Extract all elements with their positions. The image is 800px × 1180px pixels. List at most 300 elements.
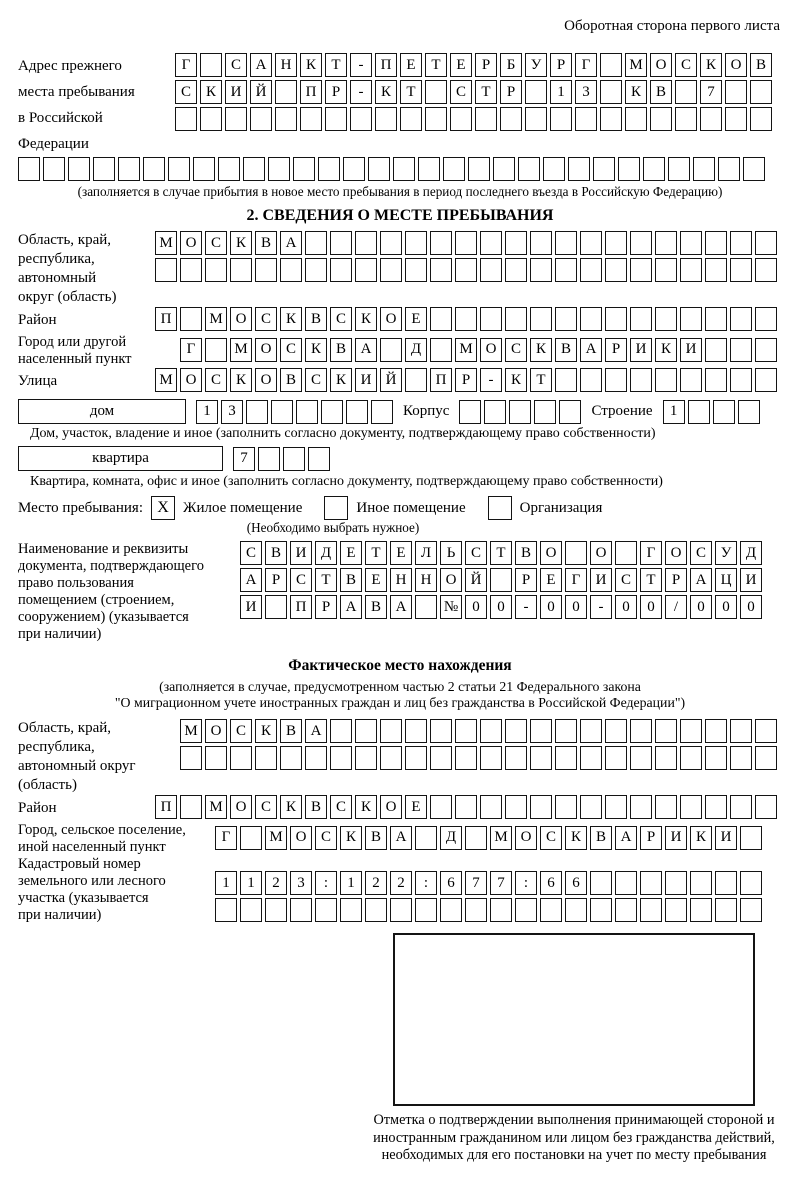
char-box[interactable] <box>680 795 702 819</box>
char-box[interactable] <box>350 107 372 131</box>
char-box[interactable] <box>530 719 552 743</box>
char-box[interactable]: О <box>255 338 277 362</box>
char-box[interactable] <box>325 107 347 131</box>
char-box[interactable] <box>665 898 687 922</box>
char-box[interactable] <box>530 258 552 282</box>
char-box[interactable] <box>615 871 637 895</box>
char-box[interactable] <box>730 746 752 770</box>
char-box[interactable]: 1 <box>215 871 237 895</box>
char-box[interactable] <box>365 898 387 922</box>
char-box[interactable] <box>555 719 577 743</box>
char-box[interactable] <box>465 898 487 922</box>
char-box[interactable]: М <box>155 231 177 255</box>
char-box[interactable] <box>705 368 727 392</box>
char-box[interactable]: Е <box>400 53 422 77</box>
char-box[interactable] <box>605 746 627 770</box>
char-box[interactable] <box>205 338 227 362</box>
char-box[interactable] <box>705 795 727 819</box>
char-box[interactable]: К <box>375 80 397 104</box>
char-box[interactable] <box>455 746 477 770</box>
char-box[interactable] <box>425 107 447 131</box>
char-box[interactable] <box>218 157 240 181</box>
char-box[interactable]: 3 <box>290 871 312 895</box>
char-box[interactable] <box>730 231 752 255</box>
char-box[interactable] <box>650 107 672 131</box>
char-box[interactable] <box>480 258 502 282</box>
char-box[interactable]: 0 <box>565 595 587 619</box>
char-box[interactable]: К <box>200 80 222 104</box>
char-box[interactable] <box>600 107 622 131</box>
char-box[interactable] <box>530 795 552 819</box>
char-box[interactable] <box>346 400 368 424</box>
char-box[interactable] <box>540 898 562 922</box>
char-box[interactable] <box>390 898 412 922</box>
char-box[interactable] <box>430 258 452 282</box>
char-box[interactable]: Е <box>340 541 362 565</box>
char-box[interactable] <box>118 157 140 181</box>
char-box[interactable]: С <box>255 795 277 819</box>
char-box[interactable]: С <box>240 541 262 565</box>
char-box[interactable] <box>755 338 777 362</box>
char-box[interactable] <box>280 258 302 282</box>
char-box[interactable] <box>455 719 477 743</box>
char-box[interactable] <box>615 541 637 565</box>
char-box[interactable]: : <box>515 871 537 895</box>
char-box[interactable]: П <box>375 53 397 77</box>
char-box[interactable] <box>705 258 727 282</box>
char-box[interactable]: А <box>690 568 712 592</box>
char-box[interactable] <box>371 400 393 424</box>
char-box[interactable]: Р <box>325 80 347 104</box>
char-box[interactable]: Г <box>575 53 597 77</box>
char-box[interactable] <box>580 368 602 392</box>
char-box[interactable] <box>518 157 540 181</box>
char-box[interactable] <box>405 258 427 282</box>
char-box[interactable] <box>655 231 677 255</box>
char-box[interactable] <box>180 307 202 331</box>
char-box[interactable] <box>300 107 322 131</box>
char-box[interactable] <box>680 258 702 282</box>
char-box[interactable]: Т <box>490 541 512 565</box>
char-box[interactable] <box>475 107 497 131</box>
char-box[interactable] <box>290 898 312 922</box>
char-box[interactable] <box>600 53 622 77</box>
char-box[interactable] <box>668 157 690 181</box>
char-box[interactable] <box>655 795 677 819</box>
char-box[interactable] <box>258 447 280 471</box>
char-box[interactable]: Ц <box>715 568 737 592</box>
char-box[interactable] <box>605 795 627 819</box>
char-box[interactable] <box>675 80 697 104</box>
char-box[interactable] <box>543 157 565 181</box>
char-box[interactable]: Л <box>415 541 437 565</box>
char-box[interactable] <box>330 719 352 743</box>
char-box[interactable] <box>455 258 477 282</box>
char-box[interactable]: В <box>750 53 772 77</box>
char-box[interactable] <box>275 107 297 131</box>
char-box[interactable] <box>355 258 377 282</box>
char-box[interactable] <box>525 80 547 104</box>
char-box[interactable] <box>355 719 377 743</box>
char-box[interactable] <box>296 400 318 424</box>
char-box[interactable]: 0 <box>615 595 637 619</box>
char-box[interactable]: Р <box>640 826 662 850</box>
char-box[interactable]: М <box>490 826 512 850</box>
char-box[interactable] <box>550 107 572 131</box>
char-box[interactable]: 7 <box>465 871 487 895</box>
char-box[interactable]: О <box>440 568 462 592</box>
char-box[interactable]: Е <box>405 307 427 331</box>
char-box[interactable]: К <box>505 368 527 392</box>
char-box[interactable] <box>580 746 602 770</box>
char-box[interactable]: Й <box>380 368 402 392</box>
char-box[interactable] <box>530 746 552 770</box>
char-box[interactable] <box>655 258 677 282</box>
char-box[interactable] <box>468 157 490 181</box>
char-box[interactable]: К <box>280 795 302 819</box>
char-box[interactable] <box>740 898 762 922</box>
char-box[interactable] <box>443 157 465 181</box>
char-box[interactable] <box>318 157 340 181</box>
checkbox-zhiloe-pomeshchenie[interactable]: X <box>151 496 175 520</box>
char-box[interactable] <box>459 400 481 424</box>
char-box[interactable] <box>680 307 702 331</box>
char-box[interactable]: С <box>315 826 337 850</box>
char-box[interactable]: 1 <box>196 400 218 424</box>
char-box[interactable] <box>505 307 527 331</box>
char-box[interactable] <box>605 231 627 255</box>
char-box[interactable] <box>330 231 352 255</box>
char-box[interactable] <box>509 400 531 424</box>
char-box[interactable]: И <box>715 826 737 850</box>
char-box[interactable]: 7 <box>490 871 512 895</box>
char-box[interactable]: М <box>205 795 227 819</box>
char-box[interactable]: Е <box>390 541 412 565</box>
char-box[interactable] <box>393 157 415 181</box>
char-box[interactable] <box>630 746 652 770</box>
char-box[interactable]: К <box>340 826 362 850</box>
char-box[interactable] <box>590 898 612 922</box>
char-box[interactable] <box>68 157 90 181</box>
char-box[interactable]: С <box>280 338 302 362</box>
char-box[interactable] <box>675 107 697 131</box>
char-box[interactable] <box>305 231 327 255</box>
char-box[interactable]: : <box>315 871 337 895</box>
char-box[interactable]: А <box>250 53 272 77</box>
char-box[interactable]: И <box>240 595 262 619</box>
char-box[interactable] <box>655 719 677 743</box>
char-box[interactable] <box>559 400 581 424</box>
char-box[interactable]: К <box>700 53 722 77</box>
char-box[interactable] <box>265 595 287 619</box>
char-box[interactable] <box>665 871 687 895</box>
char-box[interactable] <box>618 157 640 181</box>
char-box[interactable] <box>205 258 227 282</box>
char-box[interactable] <box>615 898 637 922</box>
char-box[interactable]: О <box>540 541 562 565</box>
char-box[interactable]: Т <box>325 53 347 77</box>
char-box[interactable] <box>340 898 362 922</box>
char-box[interactable] <box>343 157 365 181</box>
char-box[interactable]: Д <box>440 826 462 850</box>
char-box[interactable]: Б <box>500 53 522 77</box>
char-box[interactable] <box>655 746 677 770</box>
char-box[interactable]: М <box>455 338 477 362</box>
char-box[interactable]: 2 <box>265 871 287 895</box>
char-box[interactable]: В <box>305 307 327 331</box>
char-box[interactable]: Р <box>550 53 572 77</box>
char-box[interactable]: 0 <box>740 595 762 619</box>
char-box[interactable] <box>730 258 752 282</box>
char-box[interactable]: И <box>740 568 762 592</box>
char-box[interactable] <box>690 898 712 922</box>
char-box[interactable] <box>380 231 402 255</box>
char-box[interactable]: 0 <box>540 595 562 619</box>
char-box[interactable]: Р <box>605 338 627 362</box>
char-box[interactable] <box>643 157 665 181</box>
char-box[interactable] <box>155 258 177 282</box>
char-box[interactable] <box>555 231 577 255</box>
char-box[interactable] <box>555 795 577 819</box>
char-box[interactable] <box>321 400 343 424</box>
char-box[interactable] <box>405 719 427 743</box>
char-box[interactable] <box>505 231 527 255</box>
char-box[interactable]: - <box>515 595 537 619</box>
char-box[interactable] <box>680 368 702 392</box>
char-box[interactable] <box>275 80 297 104</box>
char-box[interactable] <box>243 157 265 181</box>
char-box[interactable]: О <box>205 719 227 743</box>
char-box[interactable] <box>730 719 752 743</box>
char-box[interactable]: В <box>330 338 352 362</box>
char-box[interactable]: Е <box>450 53 472 77</box>
char-box[interactable] <box>200 107 222 131</box>
char-box[interactable] <box>490 568 512 592</box>
char-box[interactable]: 2 <box>390 871 412 895</box>
char-box[interactable] <box>738 400 760 424</box>
char-box[interactable] <box>730 338 752 362</box>
char-box[interactable] <box>480 719 502 743</box>
char-box[interactable] <box>43 157 65 181</box>
char-box[interactable] <box>283 447 305 471</box>
char-box[interactable]: П <box>155 795 177 819</box>
char-box[interactable]: 7 <box>700 80 722 104</box>
char-box[interactable] <box>368 157 390 181</box>
char-box[interactable] <box>265 898 287 922</box>
char-box[interactable] <box>18 157 40 181</box>
char-box[interactable]: А <box>390 826 412 850</box>
char-box[interactable]: Н <box>275 53 297 77</box>
char-box[interactable] <box>740 871 762 895</box>
char-box[interactable] <box>525 107 547 131</box>
char-box[interactable]: Н <box>415 568 437 592</box>
char-box[interactable] <box>505 746 527 770</box>
char-box[interactable]: 1 <box>240 871 262 895</box>
char-box[interactable] <box>305 746 327 770</box>
char-box[interactable] <box>600 80 622 104</box>
char-box[interactable] <box>705 338 727 362</box>
char-box[interactable] <box>730 368 752 392</box>
char-box[interactable] <box>268 157 290 181</box>
char-box[interactable] <box>305 258 327 282</box>
char-box[interactable]: Т <box>640 568 662 592</box>
char-box[interactable] <box>355 746 377 770</box>
char-box[interactable] <box>293 157 315 181</box>
char-box[interactable] <box>330 746 352 770</box>
char-box[interactable] <box>750 80 772 104</box>
char-box[interactable]: К <box>625 80 647 104</box>
char-box[interactable] <box>680 231 702 255</box>
char-box[interactable]: П <box>300 80 322 104</box>
char-box[interactable] <box>415 595 437 619</box>
char-box[interactable] <box>240 898 262 922</box>
char-box[interactable]: И <box>665 826 687 850</box>
char-box[interactable]: К <box>565 826 587 850</box>
char-box[interactable] <box>630 795 652 819</box>
char-box[interactable] <box>575 107 597 131</box>
char-box[interactable]: Д <box>405 338 427 362</box>
char-box[interactable]: Г <box>565 568 587 592</box>
char-box[interactable]: С <box>540 826 562 850</box>
char-box[interactable] <box>755 258 777 282</box>
char-box[interactable]: Г <box>180 338 202 362</box>
char-box[interactable] <box>330 258 352 282</box>
char-box[interactable] <box>405 368 427 392</box>
char-box[interactable] <box>640 871 662 895</box>
char-box[interactable]: О <box>515 826 537 850</box>
char-box[interactable]: В <box>280 719 302 743</box>
char-box[interactable] <box>580 795 602 819</box>
char-box[interactable] <box>705 746 727 770</box>
char-box[interactable]: С <box>305 368 327 392</box>
char-box[interactable] <box>555 746 577 770</box>
char-box[interactable]: Г <box>640 541 662 565</box>
char-box[interactable] <box>555 258 577 282</box>
char-box[interactable] <box>308 447 330 471</box>
char-box[interactable]: П <box>290 595 312 619</box>
char-box[interactable] <box>705 719 727 743</box>
char-box[interactable] <box>430 338 452 362</box>
char-box[interactable]: И <box>680 338 702 362</box>
char-box[interactable] <box>605 258 627 282</box>
char-box[interactable]: В <box>590 826 612 850</box>
char-box[interactable] <box>484 400 506 424</box>
char-box[interactable]: В <box>255 231 277 255</box>
char-box[interactable] <box>655 368 677 392</box>
char-box[interactable] <box>380 719 402 743</box>
char-box[interactable] <box>280 746 302 770</box>
char-box[interactable] <box>630 258 652 282</box>
char-box[interactable]: Т <box>530 368 552 392</box>
char-box[interactable] <box>505 795 527 819</box>
char-box[interactable] <box>725 80 747 104</box>
char-box[interactable] <box>480 795 502 819</box>
char-box[interactable]: Й <box>465 568 487 592</box>
char-box[interactable]: С <box>205 368 227 392</box>
char-box[interactable] <box>143 157 165 181</box>
char-box[interactable] <box>180 746 202 770</box>
char-box[interactable] <box>175 107 197 131</box>
char-box[interactable]: Т <box>400 80 422 104</box>
char-box[interactable] <box>713 400 735 424</box>
char-box[interactable] <box>415 898 437 922</box>
char-box[interactable] <box>180 795 202 819</box>
char-box[interactable]: Д <box>315 541 337 565</box>
char-box[interactable]: М <box>180 719 202 743</box>
char-box[interactable]: Т <box>475 80 497 104</box>
char-box[interactable]: Р <box>455 368 477 392</box>
char-box[interactable] <box>480 746 502 770</box>
char-box[interactable]: М <box>265 826 287 850</box>
char-box[interactable] <box>605 368 627 392</box>
char-box[interactable]: В <box>365 826 387 850</box>
char-box[interactable] <box>605 719 627 743</box>
char-box[interactable]: Р <box>475 53 497 77</box>
char-box[interactable]: 0 <box>490 595 512 619</box>
char-box[interactable]: К <box>280 307 302 331</box>
char-box[interactable]: В <box>555 338 577 362</box>
char-box[interactable]: Н <box>390 568 412 592</box>
char-box[interactable] <box>240 826 262 850</box>
char-box[interactable]: В <box>265 541 287 565</box>
char-box[interactable] <box>430 307 452 331</box>
char-box[interactable] <box>375 107 397 131</box>
char-box[interactable]: / <box>665 595 687 619</box>
char-box[interactable]: В <box>305 795 327 819</box>
char-box[interactable]: С <box>615 568 637 592</box>
char-box[interactable]: 6 <box>540 871 562 895</box>
char-box[interactable] <box>193 157 215 181</box>
char-box[interactable]: О <box>230 307 252 331</box>
char-box[interactable]: А <box>280 231 302 255</box>
char-box[interactable]: О <box>665 541 687 565</box>
char-box[interactable] <box>715 898 737 922</box>
char-box[interactable] <box>580 258 602 282</box>
char-box[interactable]: № <box>440 595 462 619</box>
char-box[interactable]: С <box>290 568 312 592</box>
char-box[interactable] <box>565 541 587 565</box>
char-box[interactable] <box>630 719 652 743</box>
char-box[interactable]: С <box>450 80 472 104</box>
char-box[interactable]: 6 <box>565 871 587 895</box>
char-box[interactable]: 2 <box>365 871 387 895</box>
char-box[interactable]: Т <box>365 541 387 565</box>
char-box[interactable] <box>755 307 777 331</box>
char-box[interactable] <box>250 107 272 131</box>
char-box[interactable]: 3 <box>221 400 243 424</box>
char-box[interactable]: Ь <box>440 541 462 565</box>
char-box[interactable]: К <box>690 826 712 850</box>
char-box[interactable]: Т <box>425 53 447 77</box>
char-box[interactable] <box>400 107 422 131</box>
char-box[interactable]: М <box>625 53 647 77</box>
char-box[interactable]: И <box>355 368 377 392</box>
char-box[interactable]: 0 <box>465 595 487 619</box>
char-box[interactable] <box>415 826 437 850</box>
char-box[interactable]: В <box>650 80 672 104</box>
char-box[interactable] <box>640 898 662 922</box>
char-box[interactable] <box>450 107 472 131</box>
char-box[interactable] <box>705 307 727 331</box>
char-box[interactable] <box>255 746 277 770</box>
char-box[interactable]: - <box>350 80 372 104</box>
char-box[interactable] <box>246 400 268 424</box>
char-box[interactable] <box>440 898 462 922</box>
char-box[interactable] <box>593 157 615 181</box>
char-box[interactable] <box>715 871 737 895</box>
char-box[interactable]: А <box>355 338 377 362</box>
char-box[interactable]: В <box>280 368 302 392</box>
